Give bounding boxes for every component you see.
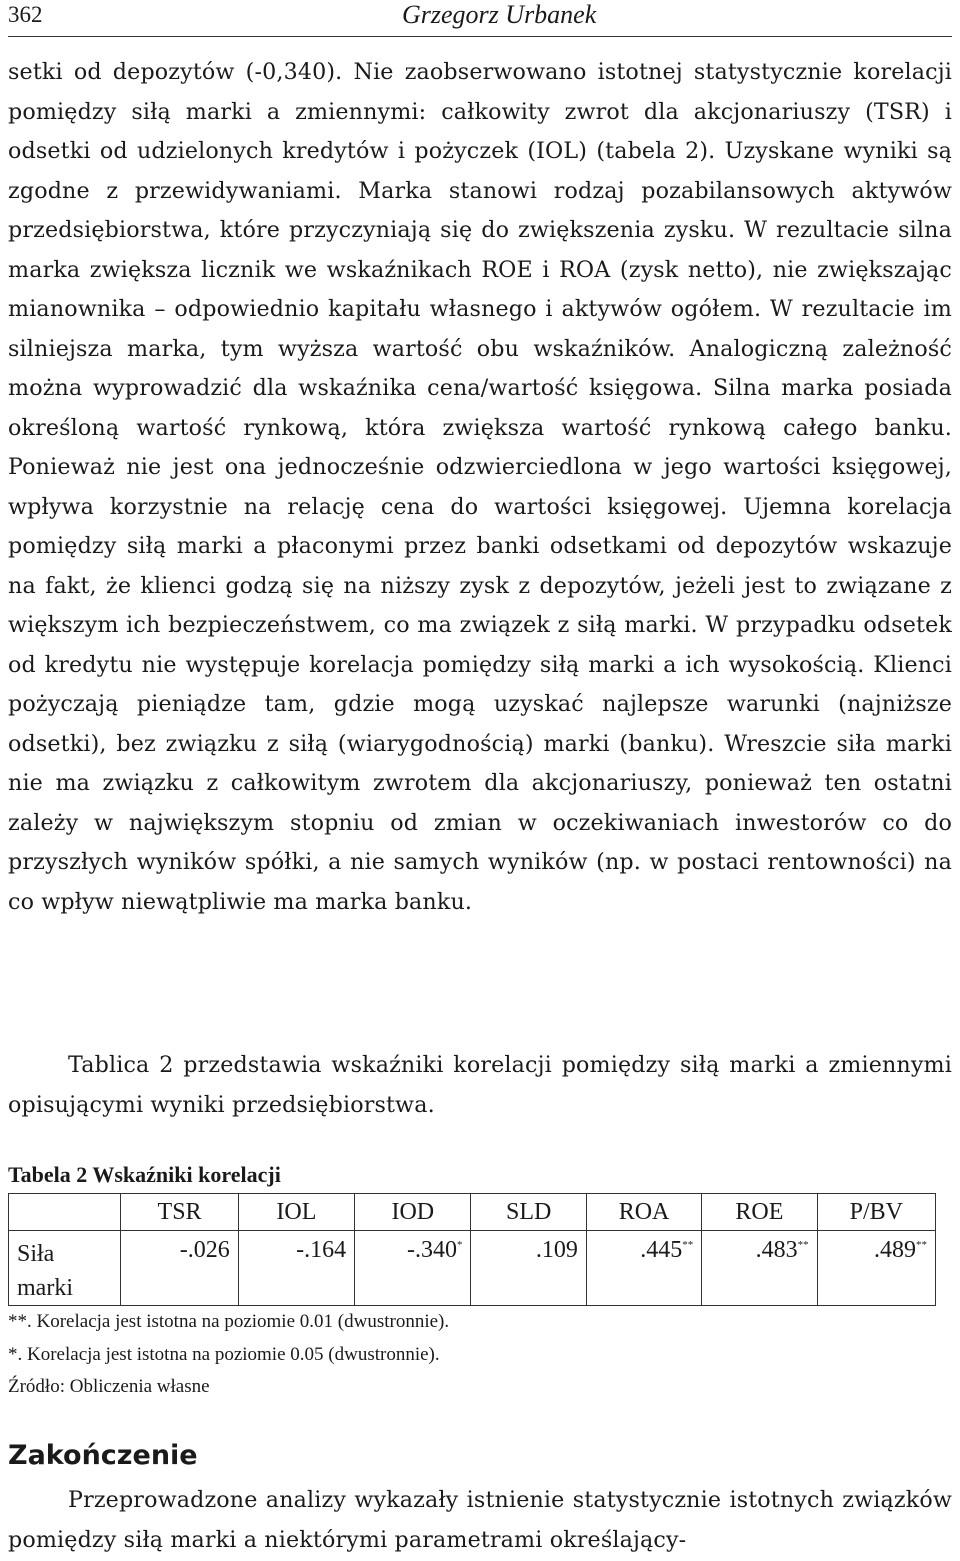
- table-header-row: [9, 1194, 936, 1231]
- column-header: TSR: [121, 1194, 238, 1231]
- cell-value: .445: [640, 1237, 683, 1263]
- cell-value: .483: [755, 1237, 798, 1263]
- table-cell: [817, 1231, 935, 1306]
- table-cell: [471, 1231, 586, 1306]
- column-header: SLD: [471, 1194, 586, 1231]
- column-header: P/BV: [817, 1194, 935, 1231]
- column-header: ROA: [586, 1194, 701, 1231]
- cell-value: .109: [535, 1237, 578, 1263]
- running-head-author: Grzegorz Urbanek: [402, 0, 597, 29]
- table-cell: [238, 1231, 354, 1306]
- column-header: ROE: [702, 1194, 817, 1231]
- table-row: [9, 1231, 936, 1306]
- table-note: *. Korelacja jest istotna na poziomie 0.05 (dwustronnie).: [8, 1344, 440, 1365]
- body-paragraph: setki od depozytów (-0,340). Nie zaobserwowano istotnej statystycznie korelacji pomiędzy siłą marki a zmiennymi: całkowity zwrot dla akcjonariuszy (TSR) i odsetki od udzielonych kredytów i pożyczek (IOL) (tabela 2). Uzyskane wyniki są zgodne z przewidywaniami. Marka stanowi rodzaj pozabilansowych aktywów przedsiębiorstwa, które przyczyniają się do zwiększenia zysku. W rezultacie silna marka zwiększa licznik we wskaźnikach ROE i ROA (zysk netto), nie zwiększając mianownika – odpowiednio kapitału własnego i aktywów ogółem. W rezultacie im silniejsza marka, tym wyższa wartość obu wskaźników. Analogiczną zależność można wyprowadzić dla wskaźnika cena/wartość księgowa. Silna marka posiada określoną wartość rynkową, która zwiększa wartość rynkową całego banku. Ponieważ nie jest ona jednocześnie odzwierciedlona w jego wartości księgowej, wpływa korzystnie na relację cena do wartości księgowej. Ujemna korelacja pomiędzy siłą marki a płaconymi przez banki odsetkami od depozytów wskazuje na fakt, że klienci godzą się na niższy zysk z depozytów, jeżeli jest to związane z większym ich bezpieczeństwem, co ma związek z siłą marki. W przypadku odsetek od kredytu nie występuje korelacja pomiędzy siłą marki a ich wysokością. Klienci pożyczają pieniądze tam, gdzie mogą uzyskać najlepsze warunki (najniższe odsetki), bez związku z siłą (wiarygodnością) marki (banku). Wreszcie siła marki nie ma związku z całkowitym zwrotem dla akcjonariuszy, ponieważ ten ostatni zależy w największym stopniu od zmian w oczekiwaniach inwestorów co do przyszłych wyników spółki, a nie samych wyników (np. w postaci rentowności) na co wpływ niewątpliwie ma marka banku.: [8, 59, 952, 915]
- correlation-table: [8, 1193, 936, 1306]
- body-paragraph: Tablica 2 przedstawia wskaźniki korelacji pomiędzy siłą marki a zmiennymi opisującymi wyniki przedsiębiorstwa.: [8, 1052, 952, 1118]
- table-caption: Tabela 2 Wskaźniki korelacji: [8, 1162, 281, 1187]
- column-header: IOD: [355, 1194, 471, 1231]
- significance-mark: **: [797, 1239, 809, 1251]
- table-cell: [121, 1231, 238, 1306]
- cell-value: -.026: [179, 1237, 230, 1263]
- cell-value: -.164: [296, 1237, 347, 1263]
- source-note: Źródło: Obliczenia własne: [8, 1376, 210, 1397]
- body-paragraph: Przeprowadzone analizy wykazały istnienie statystycznie istotnych związków pomiędzy siłą marki a niektórymi parametrami określający-: [8, 1487, 952, 1553]
- table-cell: [586, 1231, 701, 1306]
- table-cell: [355, 1231, 471, 1306]
- section-heading: Zakończenie: [8, 1440, 198, 1471]
- significance-mark: **: [682, 1239, 694, 1251]
- page-number: 362: [8, 2, 43, 27]
- table-cell: [702, 1231, 817, 1306]
- page-header: [8, 0, 952, 37]
- row-label: Siła marki: [9, 1231, 121, 1306]
- column-header: IOL: [238, 1194, 354, 1231]
- table-note: **. Korelacja jest istotna na poziomie 0.01 (dwustronnie).: [8, 1311, 450, 1332]
- cell-value: .489: [874, 1237, 916, 1263]
- significance-mark: **: [916, 1239, 927, 1251]
- significance-mark: *: [456, 1239, 463, 1251]
- table-corner-cell: [9, 1194, 121, 1231]
- cell-value: -.340: [406, 1237, 457, 1263]
